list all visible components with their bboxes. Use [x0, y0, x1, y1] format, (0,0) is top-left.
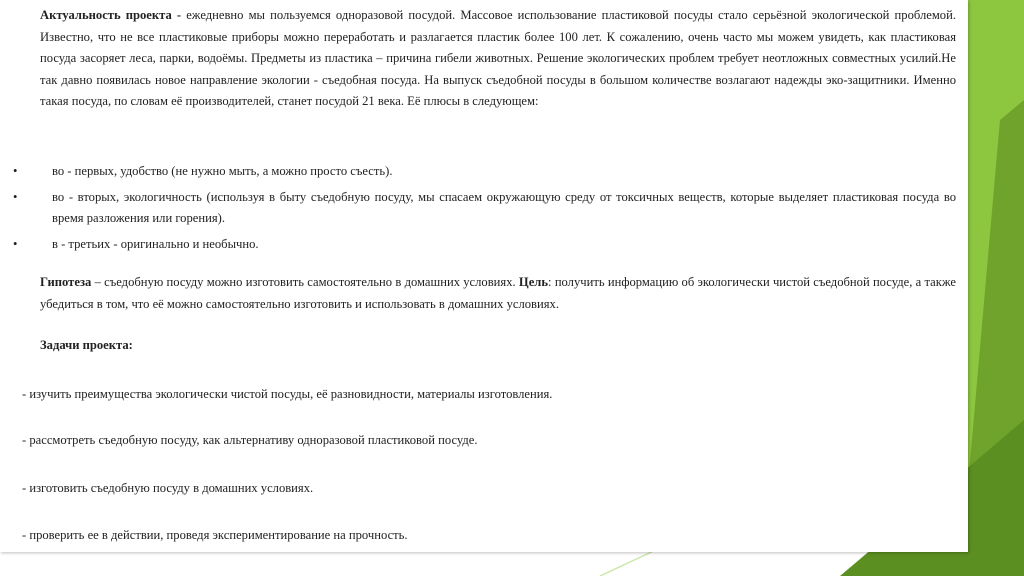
hypothesis-text: – съедобную посуду можно изготовить самостоятельно в домашних условиях. — [91, 275, 519, 289]
list-item: • во - первых, удобство (не нужно мыть, а можно просто съесть). — [0, 161, 956, 183]
task-item: - рассмотреть съедобную посуду, как альтернативу одноразовой пластиковой посуде. — [22, 433, 478, 447]
list-item: • во - вторых, экологичность (используя в быту съедобную посуду, мы спасаем окружающую среду от токсичных веществ, которые выделяет пластиковая посуда во время разложения или горения). — [0, 187, 956, 230]
bullet-icon: • — [13, 164, 18, 178]
goal-text: : получить информацию об экологически чистой съедобной посуде, а также убедиться в том, что её можно самостоятельно изготовить и использовать в домашних условиях. — [40, 275, 956, 311]
hypothesis-paragraph — [40, 272, 956, 315]
tasks-heading: Задачи проекта: — [40, 338, 133, 352]
advantages-list — [0, 161, 968, 259]
task-item: - изучить преимущества экологически чистой посуды, её разновидности, материалы изготовления. — [22, 387, 553, 401]
intro-text: ежедневно мы пользуемся одноразовой посудой. Массовое использование пластиковой посуды стало серьёзной экологической проблемой. Известно, что не все пластиковые приборы можно переработать и разлагается пластик более 100 лет. К сожалению, очень часто мы можем увидеть, как пластиковая посуда засоряет леса, парки, водоёмы. Предметы из пластика – причина гибели животных. Решение экологических проблем требует неотложных совместных усилий.Не так давно появилась новое направление экологии - съедобная посуда. На выпуск съедобной посуды в большом количестве возлагают надежды эко-защитники. Именно такая посуда, по словам её производителей, станет посудой 21 века. Её плюсы в следующем: — [40, 8, 956, 108]
bullet-icon: • — [13, 189, 18, 204]
task-item: - проверить ее в действии, проведя экспериментирование на прочность. — [22, 528, 408, 542]
thin-line — [600, 548, 660, 576]
list-item: • в - третьих - оригинально и необычно. — [0, 234, 956, 256]
hypothesis-label: Гипотеза — [40, 275, 92, 289]
bullet-icon: • — [13, 236, 18, 251]
goal-label: Цель — [518, 275, 549, 289]
intro-paragraph — [40, 5, 956, 113]
intro-label: Актуальность проекта — [40, 8, 172, 22]
intro-dash: - — [171, 8, 187, 22]
task-item: - изготовить съедобную посуду в домашних условиях. — [22, 481, 314, 495]
